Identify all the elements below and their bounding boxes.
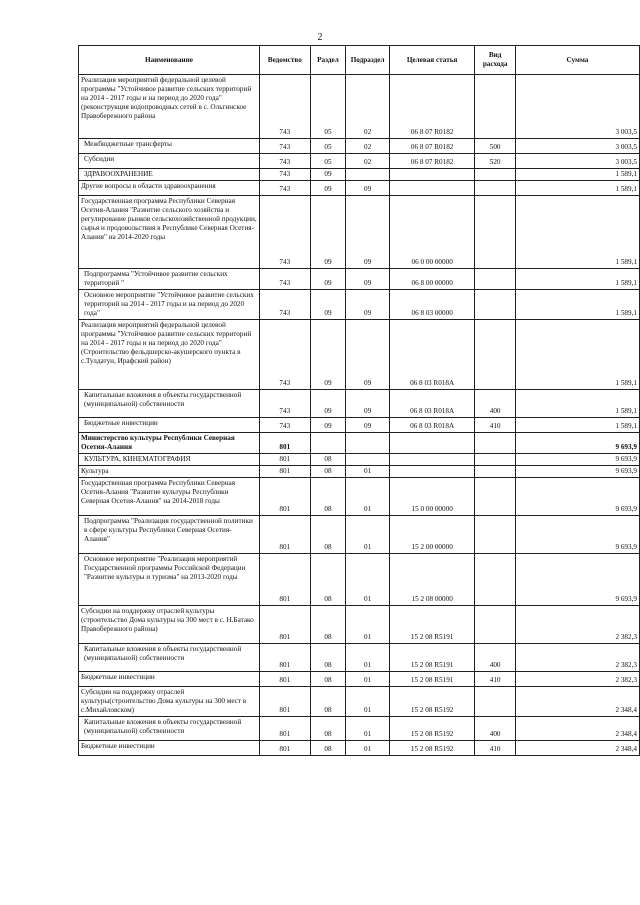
table-row	[79, 181, 640, 196]
cell-department: 743	[259, 139, 310, 154]
cell-section: 08	[310, 606, 346, 644]
cell-department: 743	[259, 390, 310, 418]
table-row	[79, 672, 640, 687]
cell-department: 743	[259, 75, 310, 139]
cell-name: Капитальные вложения в объекты государственной (муниципальной) собственности	[79, 717, 260, 741]
cell-section: 09	[310, 418, 346, 433]
cell-sum: 9 693,9	[515, 516, 639, 554]
cell-target-article: 06 8 00 00000	[389, 269, 474, 290]
cell-section: 09	[310, 196, 346, 269]
cell-expense-type	[475, 516, 516, 554]
cell-name: Государственная программа Республики Северная Осетия-Алания "Развитие культуры Республики Северная Осетия-Алания" на 2014-2018 годы	[79, 478, 260, 516]
cell-sum: 1 589,1	[515, 290, 639, 320]
table-row	[79, 687, 640, 717]
cell-target-article: 06 8 03 R018A	[389, 320, 474, 390]
page-number: 2	[317, 32, 323, 43]
cell-expense-type	[475, 196, 516, 269]
cell-target-article: 06 8 07 R0182	[389, 139, 474, 154]
table-row	[79, 269, 640, 290]
cell-expense-type: 500	[475, 139, 516, 154]
table-header-row	[79, 46, 640, 75]
cell-name: Подпрограмма "Устойчивое развитие сельских территорий "	[79, 269, 260, 290]
table-row	[79, 433, 640, 454]
cell-department: 743	[259, 320, 310, 390]
header-subsection: Подраздел	[346, 46, 390, 75]
cell-expense-type	[475, 554, 516, 606]
cell-subsection: 01	[346, 478, 390, 516]
cell-department: 801	[259, 478, 310, 516]
cell-name: Культура	[79, 466, 260, 478]
cell-target-article: 06 8 03 R018A	[389, 418, 474, 433]
cell-expense-type: 520	[475, 154, 516, 169]
header-target-article: Целевая статья	[389, 46, 474, 75]
cell-department: 801	[259, 466, 310, 478]
cell-sum: 1 589,1	[515, 196, 639, 269]
cell-subsection	[346, 454, 390, 466]
cell-name: Подпрограмма "Реализация государственной политики в сфере культуры Республики Северная Осетия-Алания"	[79, 516, 260, 554]
table-body	[79, 75, 640, 756]
cell-sum: 1 589,1	[515, 269, 639, 290]
cell-subsection: 09	[346, 390, 390, 418]
cell-name: Другие вопросы в области здравоохранения	[79, 181, 260, 196]
cell-department: 801	[259, 741, 310, 756]
cell-expense-type	[475, 75, 516, 139]
cell-expense-type	[475, 606, 516, 644]
cell-name: Субсидии на поддержку отраслей культуры (строительство Дома культуры на 300 мест в с. Н.Батако Правобережного района)	[79, 606, 260, 644]
cell-section: 09	[310, 169, 346, 181]
cell-subsection: 09	[346, 290, 390, 320]
cell-subsection: 01	[346, 516, 390, 554]
cell-expense-type: 410	[475, 741, 516, 756]
header-sum: Сумма	[515, 46, 639, 75]
table-row	[79, 196, 640, 269]
cell-expense-type	[475, 181, 516, 196]
cell-department: 743	[259, 269, 310, 290]
cell-expense-type: 410	[475, 672, 516, 687]
cell-sum: 3 003,5	[515, 139, 639, 154]
cell-department: 801	[259, 433, 310, 454]
cell-target-article: 06 8 07 R0182	[389, 154, 474, 169]
cell-section: 08	[310, 687, 346, 717]
header-department: Ведомство	[259, 46, 310, 75]
cell-target-article: 06 8 07 R0182	[389, 75, 474, 139]
cell-department: 801	[259, 644, 310, 672]
table-row	[79, 154, 640, 169]
cell-name: Субсидии на поддержку отраслей культуры(строительство Дома культуры на 300 мест в с.Михайловском)	[79, 687, 260, 717]
cell-subsection: 01	[346, 687, 390, 717]
cell-department: 743	[259, 154, 310, 169]
cell-target-article: 15 2 08 R5192	[389, 717, 474, 741]
cell-subsection: 09	[346, 269, 390, 290]
cell-target-article	[389, 169, 474, 181]
cell-expense-type: 400	[475, 717, 516, 741]
cell-section: 05	[310, 75, 346, 139]
cell-name: Бюджетные инвестиции	[79, 741, 260, 756]
cell-target-article: 15 2 00 00000	[389, 516, 474, 554]
cell-department: 801	[259, 554, 310, 606]
cell-department: 743	[259, 196, 310, 269]
cell-subsection: 09	[346, 196, 390, 269]
table-row	[79, 554, 640, 606]
cell-sum: 9 693,9	[515, 433, 639, 454]
table-row	[79, 478, 640, 516]
table-row	[79, 717, 640, 741]
cell-section: 09	[310, 181, 346, 196]
cell-subsection: 01	[346, 606, 390, 644]
cell-department: 801	[259, 454, 310, 466]
cell-section: 09	[310, 390, 346, 418]
table-row	[79, 139, 640, 154]
cell-sum: 2 348,4	[515, 717, 639, 741]
cell-name: Министерство культуры Республики Северная Осетия-Алания	[79, 433, 260, 454]
cell-sum: 3 003,5	[515, 75, 639, 139]
cell-target-article: 15 2 08 R5191	[389, 672, 474, 687]
cell-subsection: 01	[346, 644, 390, 672]
cell-sum: 9 693,9	[515, 478, 639, 516]
cell-section: 09	[310, 269, 346, 290]
cell-department: 801	[259, 717, 310, 741]
cell-sum: 2 348,4	[515, 741, 639, 756]
cell-target-article: 06 8 03 00000	[389, 290, 474, 320]
cell-target-article: 15 2 08 R5192	[389, 741, 474, 756]
cell-sum: 9 693,9	[515, 554, 639, 606]
cell-sum: 1 589,1	[515, 418, 639, 433]
cell-name: Реализация мероприятий федеральной целевой программы "Устойчивое развитие сельских территорий на 2014 - 2017 годы и на период до 2020 года" (Строительство фельдшерско-акушерского пункта в с.Тулдатун, Ирафский район)	[79, 320, 260, 390]
cell-target-article: 15 0 00 00000	[389, 478, 474, 516]
cell-subsection: 01	[346, 554, 390, 606]
cell-target-article: 06 0 00 00000	[389, 196, 474, 269]
cell-department: 743	[259, 181, 310, 196]
cell-expense-type	[475, 320, 516, 390]
cell-expense-type	[475, 454, 516, 466]
cell-sum: 2 382,3	[515, 644, 639, 672]
cell-target-article	[389, 433, 474, 454]
cell-section: 08	[310, 741, 346, 756]
cell-sum: 1 589,1	[515, 181, 639, 196]
cell-sum: 9 693,9	[515, 466, 639, 478]
cell-section: 09	[310, 320, 346, 390]
header-expense-type: Вид расхода	[475, 46, 516, 75]
cell-department: 801	[259, 672, 310, 687]
cell-section: 08	[310, 554, 346, 606]
cell-sum: 1 589,1	[515, 390, 639, 418]
table-row	[79, 606, 640, 644]
cell-name: Субсидии	[79, 154, 260, 169]
table-row	[79, 390, 640, 418]
cell-subsection: 02	[346, 154, 390, 169]
cell-expense-type	[475, 687, 516, 717]
cell-section	[310, 433, 346, 454]
cell-target-article	[389, 454, 474, 466]
cell-section: 08	[310, 672, 346, 687]
cell-name: Межбюджетные трансферты	[79, 139, 260, 154]
cell-target-article: 15 2 08 R5191	[389, 644, 474, 672]
cell-section: 09	[310, 290, 346, 320]
cell-name: Основное мероприятие "Реализация мероприятий Государственной программы Российской Федерации "Развитие культуры и туризма" на 2013-2020 годы	[79, 554, 260, 606]
cell-subsection: 01	[346, 672, 390, 687]
table-row	[79, 466, 640, 478]
cell-sum: 2 348,4	[515, 687, 639, 717]
cell-department: 801	[259, 516, 310, 554]
table-row	[79, 644, 640, 672]
cell-department: 743	[259, 169, 310, 181]
cell-name: Реализация мероприятий федеральной целевой программы "Устойчивое развитие сельских территорий на 2014 - 2017 годы и на период до 2020 года" (реконструкция водопроводных сетей в с. Ольгинское Правобережного района	[79, 75, 260, 139]
cell-name: Основное мероприятие "Устойчивое развитие сельских территорий на 2014 - 2017 годы и на период до 2020 года"	[79, 290, 260, 320]
cell-target-article	[389, 181, 474, 196]
cell-target-article: 15 2 08 00000	[389, 554, 474, 606]
cell-subsection	[346, 433, 390, 454]
cell-expense-type	[475, 269, 516, 290]
cell-sum: 9 693,9	[515, 454, 639, 466]
cell-department: 801	[259, 606, 310, 644]
cell-department: 801	[259, 687, 310, 717]
cell-department: 743	[259, 418, 310, 433]
cell-subsection: 01	[346, 741, 390, 756]
cell-section: 05	[310, 139, 346, 154]
cell-section: 08	[310, 454, 346, 466]
cell-target-article	[389, 466, 474, 478]
cell-sum: 1 589,1	[515, 169, 639, 181]
header-name: Наименование	[79, 46, 260, 75]
cell-section: 08	[310, 717, 346, 741]
cell-subsection: 02	[346, 139, 390, 154]
cell-subsection: 01	[346, 466, 390, 478]
table-row	[79, 741, 640, 756]
cell-section: 08	[310, 478, 346, 516]
cell-name: ЗДРАВООХРАНЕНИЕ	[79, 169, 260, 181]
cell-expense-type: 410	[475, 418, 516, 433]
cell-name: Бюджетные инвестиции	[79, 672, 260, 687]
table-row	[79, 320, 640, 390]
cell-subsection: 09	[346, 418, 390, 433]
cell-name: Бюджетные инвестиции	[79, 418, 260, 433]
cell-name: Капитальные вложения в объекты государственной (муниципальной) собственности	[79, 644, 260, 672]
cell-expense-type	[475, 433, 516, 454]
cell-sum: 3 003,5	[515, 154, 639, 169]
table-row	[79, 169, 640, 181]
cell-subsection: 09	[346, 320, 390, 390]
table-row	[79, 418, 640, 433]
cell-target-article: 06 8 03 R018A	[389, 390, 474, 418]
cell-expense-type	[475, 169, 516, 181]
cell-sum: 1 589,1	[515, 320, 639, 390]
cell-expense-type: 400	[475, 390, 516, 418]
cell-department: 743	[259, 290, 310, 320]
table-row	[79, 516, 640, 554]
table-row	[79, 454, 640, 466]
table-row	[79, 290, 640, 320]
cell-section: 08	[310, 466, 346, 478]
cell-name: КУЛЬТУРА, КИНЕМАТОГРАФИЯ	[79, 454, 260, 466]
cell-sum: 2 382,3	[515, 672, 639, 687]
cell-section: 08	[310, 516, 346, 554]
cell-subsection: 09	[346, 181, 390, 196]
budget-table	[78, 45, 640, 756]
table-row	[79, 75, 640, 139]
cell-expense-type	[475, 478, 516, 516]
cell-target-article: 15 2 08 R5192	[389, 687, 474, 717]
cell-expense-type	[475, 466, 516, 478]
cell-target-article: 15 2 08 R5191	[389, 606, 474, 644]
cell-name: Государственная программа Республики Северная Осетия-Алания "Развитие сельского хозяйства и регулирование рынков сельскохозяйственной продукции, сырья и продовольствия в Республике Северная Осетия-Алания" на 2014-2020 годы	[79, 196, 260, 269]
cell-subsection	[346, 169, 390, 181]
cell-subsection: 01	[346, 717, 390, 741]
cell-name: Капитальные вложения в объекты государственной (муниципальной) собственности	[79, 390, 260, 418]
cell-expense-type: 400	[475, 644, 516, 672]
cell-sum: 2 382,3	[515, 606, 639, 644]
cell-subsection: 02	[346, 75, 390, 139]
cell-section: 08	[310, 644, 346, 672]
header-section: Раздел	[310, 46, 346, 75]
cell-section: 05	[310, 154, 346, 169]
cell-expense-type	[475, 290, 516, 320]
